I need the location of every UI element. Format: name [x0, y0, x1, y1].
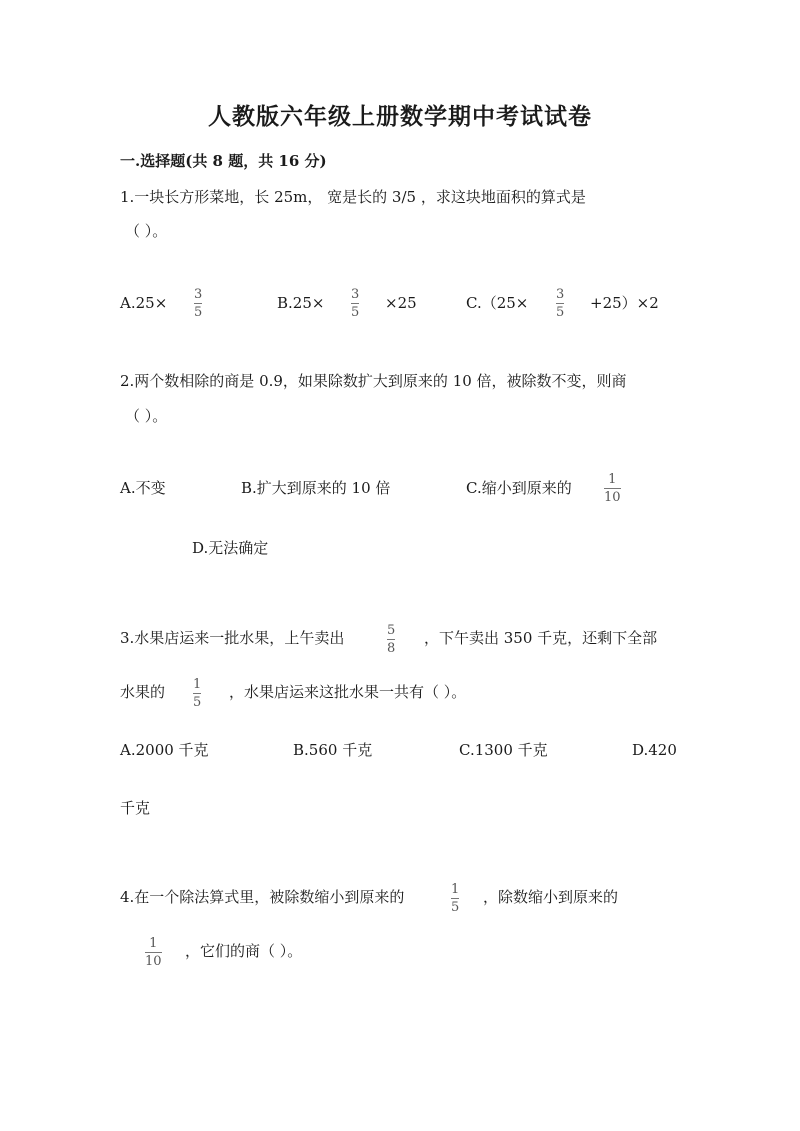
q2-option-a[interactable]: A.不变 — [120, 479, 166, 497]
q1-option-c-suffix: +25）×2 — [590, 294, 659, 312]
q1-option-c-fraction — [556, 287, 564, 320]
fraction-bar — [556, 303, 564, 304]
q2-option-c-fraction — [604, 472, 621, 505]
question-1-blank: （ ）。 — [125, 222, 168, 240]
q1-option-c[interactable]: C.（25× — [466, 294, 529, 312]
q1-option-a[interactable]: A.25× — [120, 294, 168, 312]
question-4-text-part3: ，它们的商（ ）。 — [185, 942, 303, 960]
fraction-denominator: 5 — [451, 900, 460, 915]
question-1-text: 1.一块长方形菜地，长 25m， 宽是长的 3/5 ，求这块地面积的算式是 — [120, 188, 586, 206]
fraction-numerator: 1 — [193, 677, 202, 692]
fraction-numerator: 1 — [149, 936, 158, 951]
q3-option-a[interactable]: A.2000 千克 — [120, 741, 209, 759]
question-3-text-part2: ，下午卖出 350 千克，还剩下全部 — [424, 629, 658, 647]
question-2-text: 2.两个数相除的商是 0.9，如果除数扩大到原来的 10 倍，被除数不变，则商 — [120, 372, 627, 390]
fraction-numerator: 3 — [194, 287, 203, 302]
fraction-bar — [193, 693, 201, 694]
fraction-bar — [604, 488, 621, 489]
fraction-bar — [194, 303, 202, 304]
q3-option-c[interactable]: C.1300 千克 — [459, 741, 548, 759]
q2-option-d[interactable]: D.无法确定 — [192, 539, 269, 557]
question-3-text-part4: ，水果店运来这批水果一共有（ ）。 — [229, 683, 467, 701]
fraction-denominator: 10 — [604, 490, 621, 505]
fraction-bar — [387, 639, 395, 640]
fraction-denominator: 5 — [193, 695, 202, 710]
fraction-numerator: 3 — [351, 287, 360, 302]
q1-option-a-fraction — [194, 287, 202, 320]
q2-option-b[interactable]: B.扩大到原来的 10 倍 — [241, 479, 391, 497]
fraction-denominator: 5 — [556, 305, 565, 320]
fraction-numerator: 5 — [387, 623, 396, 638]
fraction-denominator: 10 — [145, 954, 162, 969]
question-3-text-part3: 水果的 — [120, 683, 166, 701]
section-heading: 一.选择题(共 8 题，共 16 分) — [120, 152, 327, 170]
question-4-text-part2: ，除数缩小到原来的 — [483, 888, 619, 906]
question-4-fraction-2 — [145, 936, 162, 969]
question-3-text-part1: 3.水果店运来一批水果，上午卖出 — [120, 629, 345, 647]
q3-option-b[interactable]: B.560 千克 — [293, 741, 373, 759]
question-3-fraction-2 — [193, 677, 201, 710]
question-4-text-part1: 4.在一个除法算式里，被除数缩小到原来的 — [120, 888, 405, 906]
fraction-denominator: 8 — [387, 641, 396, 656]
q1-option-b[interactable]: B.25× — [277, 294, 325, 312]
fraction-denominator: 5 — [351, 305, 360, 320]
q2-option-c[interactable]: C.缩小到原来的 — [466, 479, 572, 497]
fraction-denominator: 5 — [194, 305, 203, 320]
question-2-blank: （ ）。 — [125, 407, 168, 425]
fraction-bar — [145, 952, 162, 953]
fraction-numerator: 1 — [451, 882, 460, 897]
fraction-bar — [451, 898, 459, 899]
question-3-fraction-1 — [387, 623, 395, 656]
q3-option-d[interactable]: D.420 — [632, 741, 677, 759]
fraction-numerator: 1 — [608, 472, 617, 487]
fraction-numerator: 3 — [556, 287, 565, 302]
q3-option-d-unit: 千克 — [120, 799, 151, 817]
question-4-fraction-1 — [451, 882, 459, 915]
page-title: 人教版六年级上册数学期中考试试卷 — [208, 103, 592, 130]
fraction-bar — [351, 303, 359, 304]
q1-option-b-fraction — [351, 287, 359, 320]
q1-option-b-suffix: ×25 — [385, 294, 417, 312]
